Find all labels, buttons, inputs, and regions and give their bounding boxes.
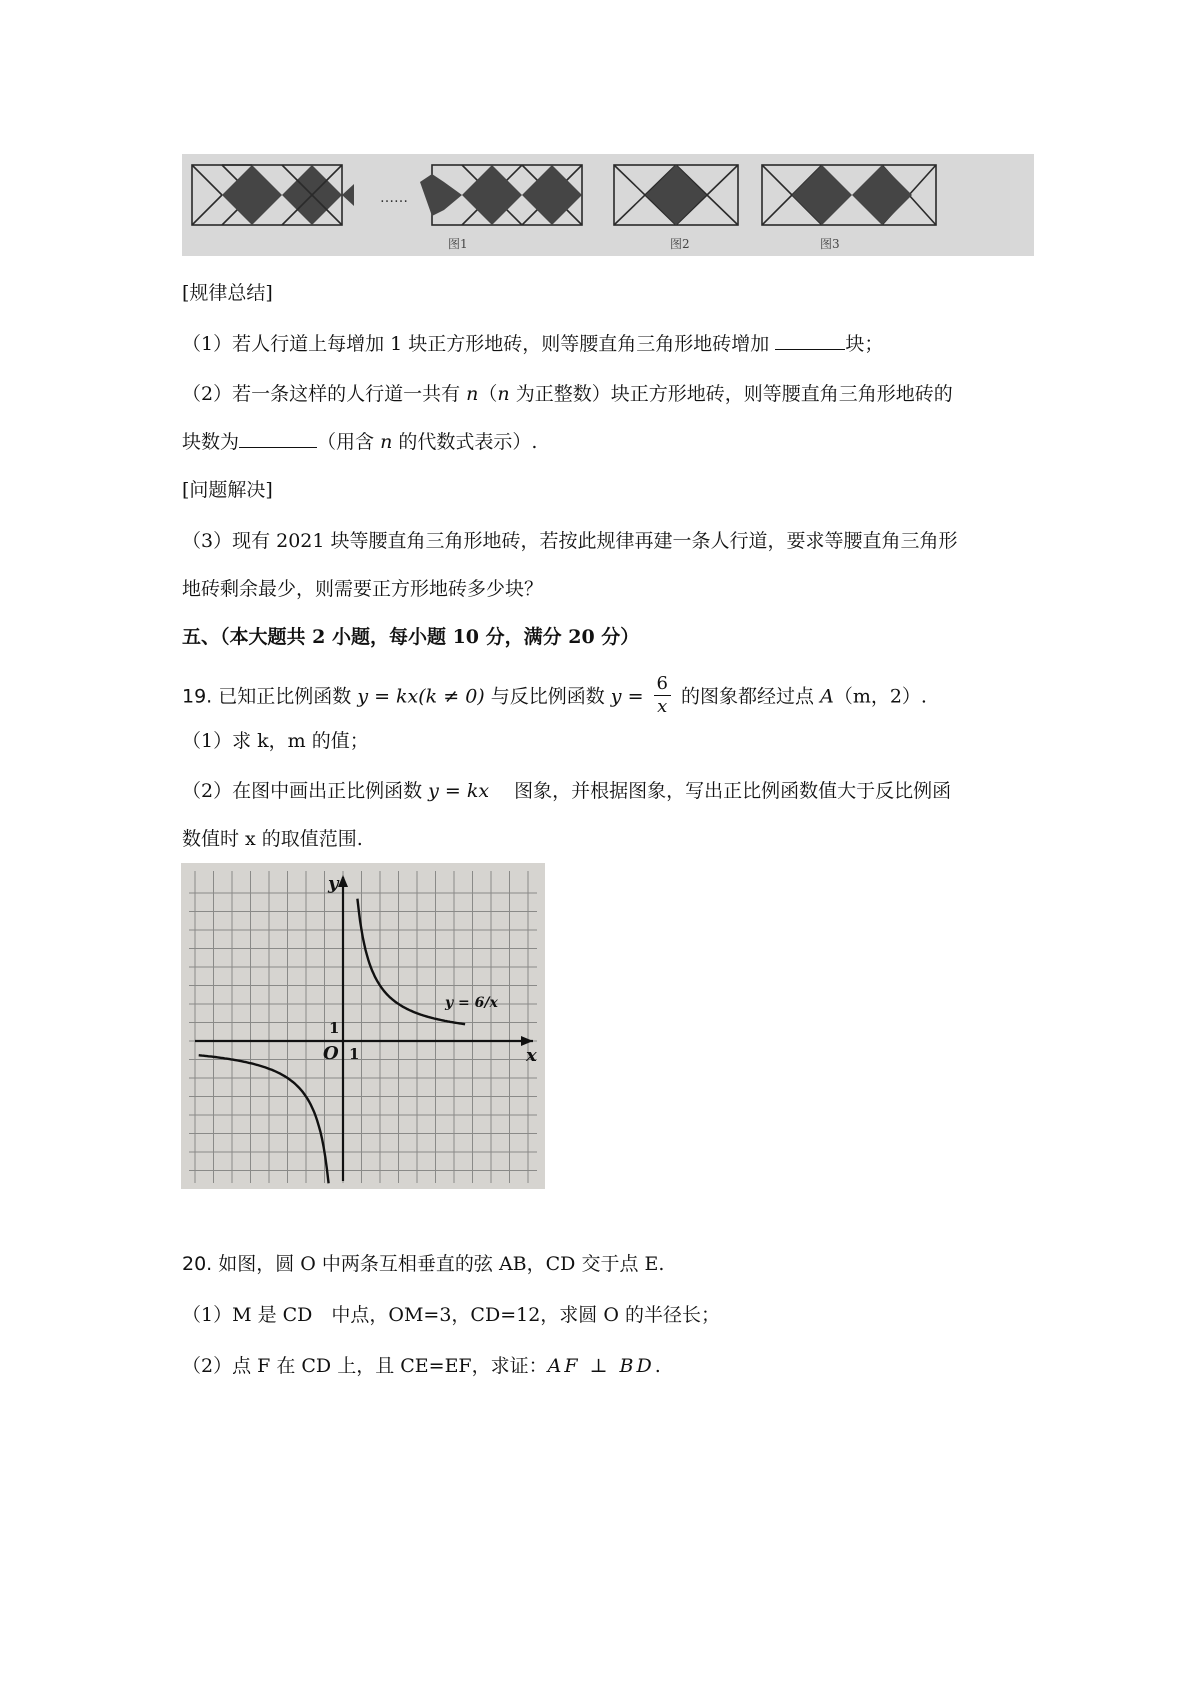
section-5-heading: 五、（本大题共 2 小题，每小题 10 分，满分 20 分） (182, 626, 640, 648)
question-2-line-1: （2）若一条这样的人行道一共有 n（n 为正整数）块正方形地砖，则等腰直角三角形地砖的 (182, 383, 953, 405)
problem-19-number: 19. (182, 685, 213, 708)
section-rule-summary: [规律总结] (182, 282, 273, 304)
answer-blank-2 (239, 447, 317, 448)
problem-19-sub-2-line-1: （2）在图中画出正比例函数 y = kx 图象，并根据图象，写出正比例函数值大于反比例函 (182, 780, 952, 802)
x-unit-label: 1 (349, 1045, 360, 1063)
coordinate-grid-figure (181, 863, 545, 1189)
answer-blank-1 (775, 349, 845, 350)
figure-caption-2: 图2 (670, 237, 690, 251)
question-1-suffix: 块； (845, 333, 884, 355)
problem-19-sub-2-line-2: 数值时 x 的取值范围. (182, 828, 363, 850)
y-axis-label: y (328, 873, 339, 894)
origin-label: O (323, 1043, 339, 1064)
question-1-prefix: （1）若人行道上每增加 1 块正方形地砖，则等腰直角三角形地砖增加 (182, 333, 776, 355)
problem-20-stem: 20. 如图，圆 O 中两条互相垂直的弦 AB，CD 交于点 E. (182, 1253, 665, 1275)
question-1 (182, 333, 883, 356)
problem-19-stem: 19. 已知正比例函数 y = kx(k ≠ 0) 与反比例函数 y = $\frac{6}{x}$ 的图象都经过点 A（m，2）. (182, 673, 927, 717)
problem-20-sub-2: （2）点 F 在 CD 上，且 CE=EF，求证：AF ⊥ BD. (182, 1355, 661, 1377)
problem-20-number: 20. (182, 1253, 213, 1275)
figure-caption-3: 图3 (820, 237, 840, 251)
tile-pattern-figure (182, 154, 1034, 256)
fraction-6-over-x: $\frac{6}{x}$ (654, 673, 671, 718)
curve-label: y = 6/x (445, 995, 498, 1011)
x-axis-label: x (526, 1045, 537, 1066)
question-3-line-2: 地砖剩余最少，则需要正方形地砖多少块？ (182, 578, 544, 600)
y-unit-label: 1 (329, 1019, 340, 1037)
problem-19-sub-1: （1）求 k，m 的值； (182, 730, 369, 752)
figure-caption-1: 图1 (448, 237, 468, 251)
section-problem-solving: [问题解决] (182, 479, 273, 501)
ellipsis-dots: …… (380, 190, 408, 206)
perpendicular-formula: AF ⊥ BD (547, 1355, 655, 1377)
problem-20-sub-1: （1）M 是 CD 中点，OM=3，CD=12，求圆 O 的半径长； (182, 1304, 720, 1326)
question-3-line-1: （3）现有 2021 块等腰直角三角形地砖，若按此规律再建一条人行道，要求等腰直角三角形 (182, 530, 958, 552)
question-2-line-2: 块数为 （用含 n 的代数式表示）. (182, 431, 538, 453)
